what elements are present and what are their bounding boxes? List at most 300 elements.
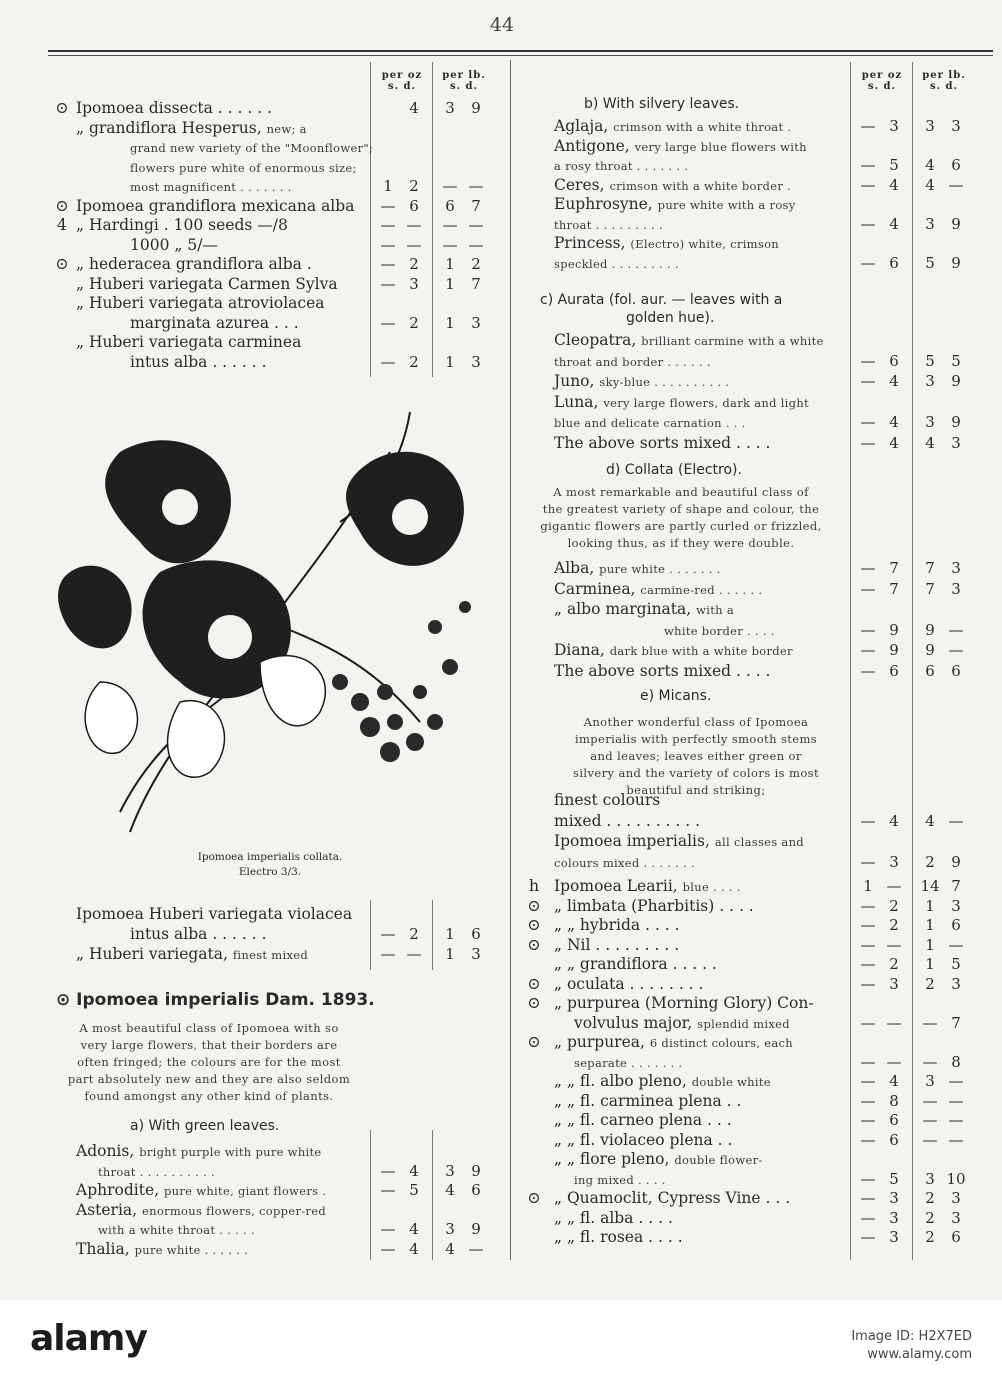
price-per-lb: 4 xyxy=(925,811,935,830)
catalog-entry xyxy=(98,1219,255,1240)
catalog-entry xyxy=(554,1208,673,1229)
price-per-oz: — xyxy=(860,214,876,233)
price-per-oz: — xyxy=(860,175,876,194)
bullet-symbol: ⊙ xyxy=(55,254,69,273)
silvery-leaves-heading: b) With silvery leaves. xyxy=(584,96,740,112)
price-per-oz: 5 xyxy=(889,156,899,174)
small-bloom xyxy=(332,674,348,690)
aurata-heading: c) Aurata (fol. aur. — leaves with a xyxy=(540,292,783,308)
price-per-lb: 7 xyxy=(951,1013,961,1032)
price-per-lb: 9 xyxy=(925,641,935,659)
price-per-oz: 4 xyxy=(889,372,899,390)
entry-description: very large flowers, dark and light xyxy=(603,395,809,410)
price-per-lb: 9 xyxy=(951,214,961,233)
leaf xyxy=(260,656,325,726)
entry-name: „ limbata (Pharbitis) . . . . xyxy=(554,896,754,915)
caption-line-2: Electro 3/3. xyxy=(238,866,302,878)
bullet-symbol: ⊙ xyxy=(527,915,541,934)
entry-description: pure white, giant flowers . xyxy=(163,1184,327,1198)
entry-name: mixed . . . . . . . . . . xyxy=(554,811,701,830)
header-rule-thin xyxy=(48,55,993,56)
price-per-oz: — xyxy=(380,255,396,273)
price-rule xyxy=(370,1130,371,1260)
small-bloom xyxy=(442,659,458,675)
price-per-oz: 4 xyxy=(889,811,899,830)
price-per-lb: 9 xyxy=(951,413,961,431)
price-per-oz: 8 xyxy=(889,1091,899,1110)
price-rule xyxy=(432,1130,433,1260)
price-per-lb: 3 xyxy=(951,896,961,915)
price-per-oz: — xyxy=(860,1208,876,1227)
price-per-oz: 7 xyxy=(889,579,899,598)
price-per-oz: 1 xyxy=(863,877,873,895)
entry-name: „ „ grandiflora . . . . . xyxy=(554,955,717,973)
entry-description: flowers pure white of enormous size; xyxy=(130,160,357,175)
price-per-oz: — xyxy=(860,852,876,871)
price-per-oz: — xyxy=(860,955,876,973)
catalog-entry xyxy=(554,558,721,579)
price-per-oz: — xyxy=(860,916,876,934)
catalog-entry xyxy=(554,579,762,600)
catalog-entry xyxy=(130,235,218,255)
price-per-lb: 10 xyxy=(946,1169,966,1188)
entry-name: „ „ hybrida . . . . xyxy=(554,916,680,934)
flower-bloom xyxy=(58,566,132,649)
price-per-oz: — xyxy=(860,935,876,954)
price-per-oz: 3 xyxy=(889,1228,899,1246)
catalog-entry xyxy=(554,351,711,372)
catalog-entry xyxy=(554,116,791,137)
morning-glory-illustration xyxy=(40,392,500,862)
price-per-oz: 2 xyxy=(889,896,899,915)
column-divider xyxy=(510,60,511,1260)
entry-name: Ipomoea Learii, xyxy=(554,877,683,895)
bullet-symbol: ⊙ xyxy=(55,98,69,117)
price-per-lb: 7 xyxy=(925,559,935,577)
price-rule xyxy=(370,900,371,970)
price-per-oz: 2 xyxy=(409,352,419,371)
leaf xyxy=(85,682,137,753)
entry-name: intus alba . . . . . . xyxy=(130,352,267,371)
catalog-entry xyxy=(76,944,308,965)
price-per-oz: — xyxy=(380,274,396,293)
paragraph-line: often fringed; the colours are for the most xyxy=(77,1055,341,1069)
price-per-lb: 5 xyxy=(925,351,935,370)
price-per-oz: — xyxy=(406,945,422,963)
price-per-oz: 4 xyxy=(409,1239,419,1258)
bullet-symbol: ⊙ xyxy=(527,993,541,1012)
catalog-entry xyxy=(76,1141,322,1162)
price-per-oz: — xyxy=(860,811,876,830)
entry-name: intus alba . . . . . . xyxy=(130,925,267,943)
price-per-oz: — xyxy=(860,896,876,915)
price-per-lb: 4 xyxy=(925,175,935,194)
price-per-lb: 3 xyxy=(925,413,935,431)
catalog-entry xyxy=(76,1180,326,1201)
price-per-oz: 4 xyxy=(889,413,899,431)
entry-description: crimson with a white border . xyxy=(609,178,792,193)
catalog-entry xyxy=(554,371,729,392)
catalog-entry xyxy=(76,904,352,925)
price-per-lb: 2 xyxy=(925,974,935,993)
price-per-lb: 7 xyxy=(471,196,481,215)
catalog-entry xyxy=(554,935,679,956)
price-per-lb: 1 xyxy=(925,935,935,954)
catalog-entry xyxy=(76,254,312,274)
entry-description: throat . . . . . . . . . . xyxy=(98,1164,215,1179)
price-per-lb: 9 xyxy=(951,852,961,871)
catalog-entry xyxy=(76,1239,248,1260)
price-per-lb: 3 xyxy=(445,1220,455,1238)
micans-heading: e) Micans. xyxy=(640,688,712,704)
price-per-lb: 3 xyxy=(951,974,961,993)
per-oz-label: per oz xyxy=(861,70,903,81)
entry-name: „ hederacea grandiflora alba . xyxy=(76,255,312,273)
catalog-entry xyxy=(554,1032,793,1053)
price-per-lb: 9 xyxy=(951,253,961,272)
price-per-lb: — xyxy=(442,177,458,195)
price-per-oz: 2 xyxy=(409,313,419,332)
price-per-oz: — xyxy=(886,1013,902,1032)
entry-description: pure white with a rosy xyxy=(657,198,796,212)
catalog-entry xyxy=(554,915,680,936)
catalog-entry xyxy=(554,661,771,682)
entry-description: throat . . . . . . . . . xyxy=(554,217,663,232)
price-per-oz: — xyxy=(860,620,876,639)
price-per-lb: — xyxy=(948,641,964,659)
price-per-lb: 7 xyxy=(951,877,961,895)
entry-description: speckled . . . . . . . . . xyxy=(554,256,679,271)
paragraph-line: silvery and the variety of colors is most xyxy=(573,766,819,780)
catalog-entry xyxy=(554,993,814,1014)
catalog-entry xyxy=(76,293,325,313)
per-lb-label: per lb. xyxy=(442,70,486,81)
bullet-symbol: ⊙ xyxy=(527,934,541,954)
entry-name: Aglaja, xyxy=(554,117,614,135)
flower-throat xyxy=(392,499,428,535)
entry-name: Alba, xyxy=(554,559,600,577)
price-per-lb: 3 xyxy=(471,352,481,371)
price-per-oz: 6 xyxy=(889,1130,899,1149)
price-per-oz: — xyxy=(380,216,396,234)
price-per-lb: 6 xyxy=(445,196,455,215)
price-per-oz: 2 xyxy=(889,916,899,934)
price-per-lb: 9 xyxy=(925,620,935,639)
price-per-lb: — xyxy=(468,177,484,195)
entry-name: „ Huberi variegata atroviolacea xyxy=(76,294,325,312)
catalog-entry xyxy=(554,392,809,413)
price-per-lb: — xyxy=(922,1052,938,1071)
entry-name: 1000 „ 5/— xyxy=(130,235,218,254)
price-per-oz: — xyxy=(860,117,876,135)
price-per-lb: 3 xyxy=(471,945,481,963)
price-per-lb: 9 xyxy=(951,372,961,390)
small-bloom xyxy=(406,733,424,751)
catalog-entry xyxy=(554,640,793,661)
price-per-oz: — xyxy=(860,1189,876,1207)
price-per-oz: 9 xyxy=(889,641,899,659)
price-per-oz: 2 xyxy=(409,177,419,195)
price-per-lb: — xyxy=(442,235,458,254)
price-per-oz: 3 xyxy=(889,1189,899,1207)
price-per-oz: — xyxy=(380,1239,396,1258)
price-per-lb: — xyxy=(948,620,964,639)
price-per-lb: — xyxy=(922,1091,938,1110)
left-per-lb-header xyxy=(436,70,492,92)
bullet-symbol: ⊙ xyxy=(527,1032,541,1051)
catalog-entry xyxy=(130,176,292,197)
paragraph-line: imperialis with perfectly smooth stems xyxy=(574,732,818,746)
price-per-lb: 4 xyxy=(445,1181,455,1199)
entry-description: with a xyxy=(696,603,734,617)
alamy-logo: alamy xyxy=(30,1318,147,1359)
entry-name: „ „ fl. rosea . . . . xyxy=(554,1228,683,1246)
aurata-heading-2: golden hue). xyxy=(626,310,715,326)
catalog-entry xyxy=(554,896,754,917)
catalog-entry xyxy=(130,157,357,178)
paragraph-line: very large flowers, that their borders are xyxy=(80,1038,338,1052)
entry-name: volvulus major, xyxy=(574,1013,698,1032)
paragraph-line: the greatest variety of shape and colour, the xyxy=(542,502,820,516)
entry-description: sky-blue . . . . . . . . . . xyxy=(599,375,730,389)
catalog-entry xyxy=(76,118,307,139)
price-per-oz: 3 xyxy=(889,1208,899,1227)
entry-name: Luna, xyxy=(554,392,604,411)
price-per-oz: 2 xyxy=(889,955,899,973)
entry-description: (Electro) white, crimson xyxy=(630,237,780,251)
illustration-caption xyxy=(140,850,400,880)
per-lb-label: per lb. xyxy=(922,70,966,81)
entry-description: grand new variety of the "Moonflower"; xyxy=(130,141,374,155)
entry-description: very large blue flowers with xyxy=(634,139,807,154)
entry-name: „ „ fl. alba . . . . xyxy=(554,1208,673,1227)
small-bloom xyxy=(380,742,400,762)
catalog-entry xyxy=(554,433,771,454)
price-per-lb: 4 xyxy=(925,433,935,452)
price-per-oz: 5 xyxy=(889,1169,899,1188)
price-per-oz: — xyxy=(860,661,876,680)
price-per-lb: 1 xyxy=(445,925,455,943)
leaf xyxy=(168,701,225,778)
entry-name: „ Hardingi . 100 seeds —/8 xyxy=(76,216,288,234)
price-per-oz: — xyxy=(860,559,876,577)
collata-heading: d) Collata (Electro). xyxy=(606,462,742,478)
price-per-oz: 4 xyxy=(409,1220,419,1238)
price-per-oz: 4 xyxy=(889,1072,899,1090)
catalog-entry xyxy=(76,215,288,235)
price-per-lb: 6 xyxy=(925,661,935,680)
right-per-lb-header xyxy=(916,70,972,92)
entry-description: enormous flowers, copper-red xyxy=(142,1203,326,1218)
caption-line-1: Ipomoea imperialis collata. xyxy=(197,851,343,863)
catalog-entry xyxy=(130,313,299,333)
right-per-oz-header xyxy=(854,70,910,92)
price-per-lb: 3 xyxy=(445,99,455,117)
entry-description: finest mixed xyxy=(232,948,309,962)
catalog-entry xyxy=(554,233,779,254)
entry-description: brilliant carmine with a white xyxy=(641,334,824,348)
image-id-label: Image ID: H2X7ED xyxy=(851,1329,972,1344)
catalog-entry xyxy=(554,790,660,811)
price-per-oz: 7 xyxy=(889,559,899,577)
price-per-lb: 9 xyxy=(471,1220,481,1238)
paragraph-line: part absolutely new and they are also seldom xyxy=(67,1072,351,1086)
entry-description: throat and border . . . . . . xyxy=(554,354,711,369)
catalog-entry xyxy=(554,1188,790,1209)
small-bloom xyxy=(360,717,380,737)
entry-description: separate . . . . . . . xyxy=(574,1055,683,1070)
header-rule xyxy=(48,50,993,52)
entry-name: „ oculata . . . . . . . . xyxy=(554,974,704,993)
catalog-entry xyxy=(554,1227,683,1248)
price-per-lb: 1 xyxy=(445,274,455,293)
price-per-lb: 8 xyxy=(951,1052,961,1071)
price-rule xyxy=(912,62,913,1260)
entry-name: Adonis, xyxy=(76,1142,140,1160)
paragraph-line: looking thus, as if they were double. xyxy=(567,536,795,550)
catalog-entry xyxy=(554,253,679,274)
left-per-oz-header xyxy=(374,70,430,92)
entry-description: with a white throat . . . . . xyxy=(98,1223,255,1237)
entry-name: finest colours xyxy=(554,791,661,809)
price-per-lb: — xyxy=(948,811,964,830)
price-per-lb: 14 xyxy=(920,877,940,895)
price-per-lb: 1 xyxy=(445,255,455,273)
price-per-oz: — xyxy=(886,1052,902,1071)
price-per-oz: — xyxy=(380,1220,396,1238)
price-per-lb: 2 xyxy=(925,852,935,871)
price-per-oz: 3 xyxy=(889,117,899,135)
price-per-lb: 3 xyxy=(951,1189,961,1207)
bullet-symbol: ⊙ xyxy=(55,195,69,215)
price-per-oz: — xyxy=(860,1091,876,1110)
price-per-lb: 1 xyxy=(925,955,935,973)
entry-description: double flower- xyxy=(674,1153,763,1167)
entry-name: marginata azurea . . . xyxy=(130,313,299,332)
micans-intro xyxy=(548,714,844,799)
price-per-lb: 7 xyxy=(471,274,481,293)
bullet-symbol: h xyxy=(528,876,540,895)
entry-name: Carminea, xyxy=(554,579,641,598)
price-per-lb: 7 xyxy=(925,579,935,598)
entry-name: Ipomoea Huberi variegata violacea xyxy=(76,905,353,923)
price-per-lb: — xyxy=(948,1072,964,1090)
price-per-oz: — xyxy=(860,1072,876,1090)
price-per-lb: 1 xyxy=(925,916,935,934)
small-bloom xyxy=(387,714,403,730)
catalog-entry xyxy=(554,599,734,620)
entry-name: The above sorts mixed . . . . xyxy=(554,433,771,452)
price-per-lb: 9 xyxy=(471,99,481,117)
entry-description: blue . . . . xyxy=(682,880,741,894)
entry-name: „ Quamoclit, Cypress Vine . . . xyxy=(554,1189,791,1207)
catalog-entry xyxy=(554,876,741,897)
price-per-oz: — xyxy=(860,1130,876,1149)
entry-name: Thalia, xyxy=(76,1239,135,1258)
price-per-lb: — xyxy=(948,1130,964,1149)
paragraph-line: A most beautiful class of Ipomoea with so xyxy=(79,1021,339,1035)
catalog-entry xyxy=(554,1130,732,1151)
catalog-entry xyxy=(554,831,804,852)
paragraph-line: beautiful and striking; xyxy=(626,783,766,797)
small-bloom xyxy=(427,714,443,730)
price-per-lb: 3 xyxy=(951,1208,961,1227)
price-per-lb: 3 xyxy=(925,1169,935,1188)
price-per-oz: — xyxy=(380,352,396,371)
entry-description: splendid mixed xyxy=(697,1016,790,1031)
sd-label: s. d. xyxy=(449,81,479,92)
paragraph-line: Another wonderful class of Ipomoea xyxy=(583,715,809,729)
price-per-lb: 6 xyxy=(951,1228,961,1246)
price-per-oz: 1 xyxy=(383,177,393,195)
catalog-entry xyxy=(76,332,301,352)
catalog-entry xyxy=(574,1013,790,1034)
entry-name: „ „ fl. carneo plena . . . xyxy=(554,1111,732,1129)
sd-label: s. d. xyxy=(867,81,897,92)
price-per-lb: — xyxy=(948,1111,964,1129)
entry-description: blue and delicate carnation . . . xyxy=(554,416,746,430)
catalog-entry xyxy=(554,175,791,196)
price-per-lb: 2 xyxy=(925,1189,935,1207)
catalog-entry xyxy=(554,974,703,995)
bullet-symbol: ⊙ xyxy=(527,973,541,993)
small-bloom xyxy=(377,684,393,700)
price-per-oz: — xyxy=(860,372,876,390)
price-per-oz: — xyxy=(860,1111,876,1129)
price-per-lb: 5 xyxy=(951,351,961,370)
price-per-lb: 6 xyxy=(951,156,961,174)
price-per-oz: 2 xyxy=(409,925,419,943)
paragraph-line: gigantic flowers are partly curled or frizzled, xyxy=(540,519,822,533)
imperialis-intro xyxy=(56,1020,362,1105)
entry-name: Euphrosyne, xyxy=(554,195,658,213)
entry-name: Ceres, xyxy=(554,175,610,194)
entry-description: all classes and xyxy=(714,835,804,849)
price-per-oz: — xyxy=(380,313,396,332)
entry-name: Juno, xyxy=(554,372,600,390)
price-per-oz: 3 xyxy=(889,974,899,993)
page-number: 44 xyxy=(489,14,515,36)
price-per-oz: 4 xyxy=(409,99,419,117)
collata-intro xyxy=(518,484,844,552)
price-per-lb: 6 xyxy=(471,925,481,943)
entry-name: Ipomoea dissecta . . . . . . xyxy=(76,99,272,117)
catalog-entry xyxy=(574,1169,666,1190)
entry-name: „ Huberi variegata Carmen Sylva xyxy=(76,274,338,293)
price-per-oz: — xyxy=(380,235,396,254)
price-per-lb: 3 xyxy=(471,313,481,332)
price-per-oz: — xyxy=(860,1169,876,1188)
entry-name: Antigone, xyxy=(554,136,635,155)
catalog-entry xyxy=(554,1071,771,1092)
price-per-lb: 5 xyxy=(951,955,961,973)
price-per-lb: — xyxy=(948,175,964,194)
catalog-entry xyxy=(554,852,695,873)
sd-label: s. d. xyxy=(387,81,417,92)
entry-name: „ albo marginata, xyxy=(554,600,697,618)
catalog-entry xyxy=(130,924,267,945)
entry-name: Ipomoea imperialis, xyxy=(554,832,715,850)
price-rule xyxy=(370,62,371,377)
catalog-entry xyxy=(130,137,373,158)
price-rule xyxy=(432,62,433,377)
catalog-entry xyxy=(554,194,796,215)
entry-name: „ Huberi variegata, xyxy=(76,945,233,963)
entry-name: „ „ flore pleno, xyxy=(554,1150,675,1168)
catalog-entry xyxy=(554,214,663,235)
price-per-oz: 6 xyxy=(889,1111,899,1129)
price-per-oz: 5 xyxy=(409,1181,419,1199)
